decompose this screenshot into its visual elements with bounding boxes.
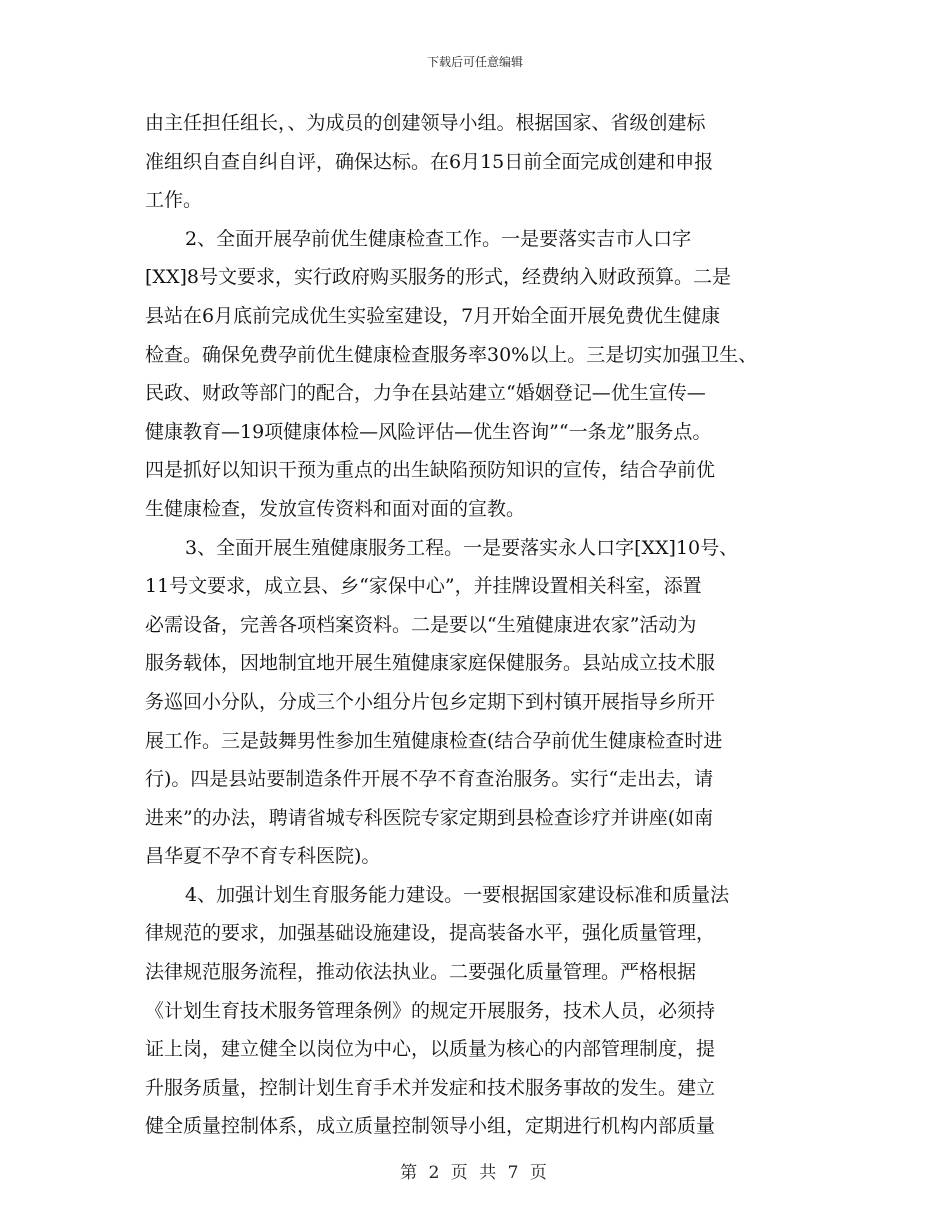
text-line: 升服务质量，控制计划生育手术并发症和技术服务事故的发生。建立	[145, 1076, 716, 1099]
text-line: 民政、财政等部门的配合，力争在县站建立“婚姻登记—优生宣传—	[145, 382, 706, 405]
text-line: 由主任担任组长，、为成员的创建领导小组。根据国家、省级创建标	[145, 112, 706, 134]
text-line: 证上岗，建立健全以岗位为中心，以质量为核心的内部管理制度，提	[145, 1038, 716, 1061]
text-line: 四是抓好以知识干预为重点的出生缺陷预防知识的宣传，结合孕前优	[145, 459, 716, 482]
text-line: 检查。确保免费孕前优生健康检查服务率30%以上。三是切实加强卫生、	[145, 343, 758, 366]
paragraph-start-line: 4、加强计划生育服务能力建设。一要根据国家建设标准和质量法	[185, 883, 730, 906]
text-line: 法律规范服务流程，推动依法执业。二要强化质量管理。严格根据	[145, 961, 697, 984]
text-line: 工作。	[145, 189, 203, 212]
text-line: 县站在6月底前完成优生实验室建设，7月开始全面开展免费优生健康	[145, 304, 721, 327]
text-line: 健康教育—19项健康体检—风险评估—优生咨询”“一条龙”服务点。	[145, 420, 712, 443]
text-line: 进来”的办法，聘请省城专科医院专家定期到县检查诊疗并讲座(如南	[145, 806, 714, 829]
text-line: [XX]8号文要求，实行政府购买服务的形式，经费纳入财政预算。二是	[145, 266, 731, 289]
paragraph-start-line: 2、全面开展孕前优生健康检查工作。一是要落实吉市人口字	[185, 227, 692, 250]
text-line: 11号文要求，成立县、乡“家保中心”，并挂牌设置相关科室，添置	[145, 575, 702, 598]
text-line: 《计划生育技术服务管理条例》的规定开展服务，技术人员，必须持	[145, 999, 716, 1022]
page-header: 下载后可任意编辑	[426, 55, 523, 69]
page-number: 第 2 页 共 7 页	[400, 1163, 550, 1183]
document-body	[145, 104, 810, 1146]
text-line: 行)。四是县站要制造条件开展不孕不育查治服务。实行“走出去，请	[145, 768, 714, 791]
text-line: 生健康检查，发放宣传资料和面对面的宣教。	[145, 497, 526, 520]
text-line: 服务载体，因地制宜地开展生殖健康家庭保健服务。县站成立技术服	[145, 652, 716, 675]
paragraph-start-line: 3、全面开展生殖健康服务工程。一是要落实永人口字[XX]10号、	[185, 536, 739, 559]
text-line: 律规范的要求，加强基础设施建设，提高装备水平，强化质量管理，	[145, 922, 716, 945]
text-line: 必需设备，完善各项档案资料。二是要以“生殖健康进农家”活动为	[145, 613, 697, 636]
text-line: 务巡回小分队，分成三个小组分片包乡定期下到村镇开展指导乡所开	[145, 690, 716, 713]
text-line: 昌华夏不孕不育专科医院)。	[145, 845, 381, 868]
text-line: 展工作。三是鼓舞男性参加生殖健康检查(结合孕前优生健康检查时进	[145, 729, 723, 752]
text-line: 健全质量控制体系，成立质量控制领导小组，定期进行机构内部质量	[145, 1115, 716, 1138]
text-line: 准组织自查自纠自评，确保达标。在6月15日前全面完成创建和申报	[145, 150, 714, 173]
